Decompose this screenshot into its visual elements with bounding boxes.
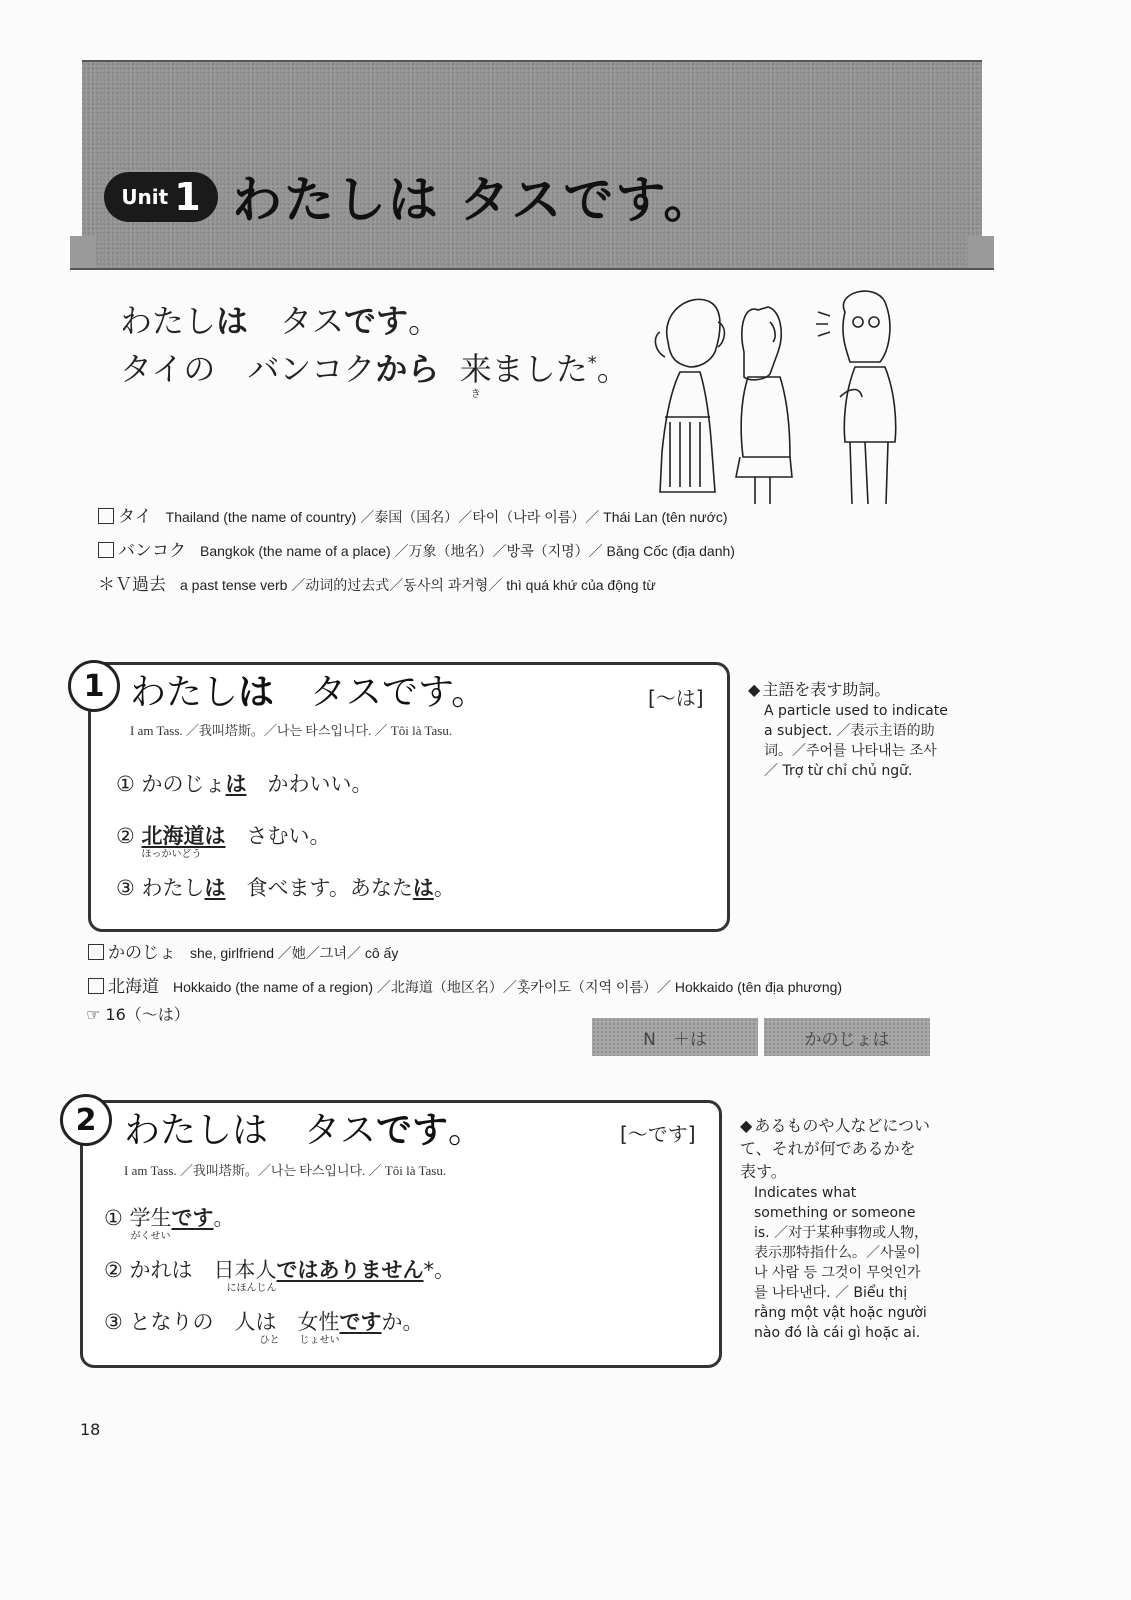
vocab-row-kanojo <box>88 938 398 963</box>
example-1-1 <box>116 768 373 798</box>
example-text: さむい。 <box>225 824 331 848</box>
diamond-bullet-icon: ◆ <box>748 680 761 699</box>
vocab-term: タイ <box>118 507 152 527</box>
intro-punct: 。 <box>408 302 441 340</box>
title-copula: です <box>376 1110 449 1151</box>
title-word: わたしは タス <box>124 1110 377 1151</box>
example-ruby-word <box>129 1202 172 1242</box>
example-text: か。 <box>381 1310 424 1334</box>
example-highlight: は <box>225 772 247 796</box>
vocab-term: バンコク <box>118 541 186 561</box>
vocab-term: ＊Ｖ過去 <box>98 575 166 595</box>
example-text: わたし <box>141 876 205 900</box>
example-text: 。 <box>433 876 455 900</box>
vocab-term: かのじょ <box>108 943 176 963</box>
pattern-cell: N ＋は <box>592 1018 758 1056</box>
side-note-text: Indicates what something or someone is. ／对于某种事物或人物，表示那特指什么。／사물이나 사람 등 그것이 무엇인가를 나타낸다. ／ Biểu thị rằng một vật hoặc người nào đó là cái gì hoặc ai. <box>754 1185 929 1341</box>
grammar-translation-1: I am Tass. ／我叫塔斯。／나는 타스입니다. ／ Tôi là Tasu. <box>130 723 453 738</box>
intro-particle: は <box>216 302 249 340</box>
cross-reference: ☞ 16（〜は） <box>86 1005 190 1024</box>
vocab-gloss: she, girlfriend ／她／그녀／ cô ấy <box>190 945 399 961</box>
checkbox-icon <box>98 508 114 524</box>
intro-punct: 。 <box>596 350 629 388</box>
grammar-number-1: 1 <box>68 660 120 712</box>
intro-kanji: 来 <box>459 350 492 388</box>
three-people-illustration <box>640 282 920 510</box>
example-text: 食べます。あなた <box>225 876 413 900</box>
unit-badge <box>104 172 218 222</box>
example-number: ③ <box>116 876 135 900</box>
side-note-jp: あるものや人などについて、それが何であるかを表す。 <box>740 1116 930 1181</box>
title-particle: は <box>238 672 275 713</box>
example-ruby: ほっかいどう <box>141 849 202 860</box>
intro-word: タイの バンコク <box>120 350 376 388</box>
title-punct: 。 <box>448 1110 485 1151</box>
vocab-gloss: Thailand (the name of country) ／泰国（国名）／타이（나라 이름）／ Thái Lan (tên nước) <box>165 509 728 525</box>
grammar-pattern-2: [〜です] <box>620 1122 696 1146</box>
grammar-title-2 <box>124 1102 484 1153</box>
example-highlight: は <box>204 876 226 900</box>
banner-right-tab <box>968 236 994 270</box>
diamond-bullet-icon: ◆ <box>740 1116 753 1135</box>
example-2-1 <box>104 1202 235 1242</box>
title-word: タスです。 <box>274 672 488 713</box>
example-text: 学生 <box>129 1206 172 1230</box>
side-note-jp: 主語を表す助詞。 <box>762 680 891 699</box>
grammar-side-note-1 <box>748 678 948 781</box>
checkbox-icon <box>98 542 114 558</box>
unit-label: Unit <box>121 185 169 209</box>
example-highlight: は <box>412 876 434 900</box>
grammar-side-note-2 <box>740 1114 930 1343</box>
grammar-number-2: 2 <box>60 1094 112 1146</box>
intro-particle: から <box>375 350 440 388</box>
example-ruby-word <box>129 1306 340 1346</box>
example-highlight: です <box>171 1206 214 1230</box>
vocab-gloss: a past tense verb ／动词的过去式／동사의 과거형／ thì quá khứ của động từ <box>180 577 656 593</box>
checkbox-icon <box>88 944 104 960</box>
example-text: かわいい。 <box>246 772 373 796</box>
example-text: かのじょ <box>141 772 226 796</box>
example-highlight: 北海道は <box>141 824 226 848</box>
example-highlight: です <box>339 1310 382 1334</box>
example-number: ① <box>104 1206 123 1230</box>
noun-pattern-strip <box>592 1018 930 1056</box>
example-highlight: ではありません <box>276 1258 424 1282</box>
title-word: わたし <box>130 672 239 713</box>
example-2-2 <box>104 1254 456 1294</box>
intro-word: ました <box>491 350 588 388</box>
unit-title: わたしは タスです。 <box>232 171 716 229</box>
example-ruby-word <box>141 820 226 860</box>
vocab-row-bangkok <box>98 536 735 561</box>
vocab-gloss: Bangkok (the name of a place) ／万象（地名）／방콕（지명）／ Băng Cốc (địa danh) <box>200 543 735 559</box>
vocab-gloss: Hokkaido (the name of a region) ／北海道（地区名）／홋카이도（지역 이름）／ Hokkaido (tên địa phương) <box>173 979 843 995</box>
example-text: *。 <box>423 1258 456 1282</box>
vocab-term: 北海道 <box>108 977 159 997</box>
vocab-row-past-tense <box>98 570 656 595</box>
example-number: ② <box>116 824 135 848</box>
intro-line-1 <box>120 296 440 342</box>
example-1-2 <box>116 820 331 860</box>
unit-number: 1 <box>174 175 201 219</box>
intro-word: わたし <box>120 302 217 340</box>
example-ruby: ひと じょせい <box>259 1335 340 1346</box>
intro-copula: です <box>344 302 409 340</box>
grammar-title-1 <box>130 664 487 715</box>
example-text: かれは 日本人 <box>129 1258 277 1282</box>
vocab-row-hokkaido <box>88 972 842 997</box>
example-number: ① <box>116 772 135 796</box>
grammar-translation-2: I am Tass. ／我叫塔斯。／나는 타스입니다. ／ Tôi là Tasu. <box>124 1163 447 1178</box>
footnote-mark: * <box>587 352 597 374</box>
example-ruby-word <box>129 1254 277 1294</box>
example-text: 。 <box>213 1206 235 1230</box>
example-2-3 <box>104 1306 424 1346</box>
grammar-pattern-1: [〜は] <box>648 686 704 710</box>
intro-word: タス <box>248 302 345 340</box>
intro-kanji-ruby <box>459 344 492 400</box>
side-note-text: A particle used to indicate a subject. ／表示主语的助词。／주어를 나타내는 조사 ／ Trợ từ chỉ chủ ngữ. <box>764 703 948 779</box>
example-number: ② <box>104 1258 123 1282</box>
example-ruby: がくせい <box>130 1231 171 1242</box>
example-text: となりの 人は 女性 <box>129 1310 340 1334</box>
vocab-row-thai <box>98 502 728 527</box>
example-number: ③ <box>104 1310 123 1334</box>
checkbox-icon <box>88 978 104 994</box>
pattern-cell: かのじょは <box>764 1018 930 1056</box>
intro-line-2 <box>120 344 629 400</box>
example-1-3 <box>116 872 455 902</box>
intro-ruby: き <box>470 389 481 400</box>
page-number: 18 <box>80 1420 101 1439</box>
example-ruby: にほんじん <box>226 1283 277 1294</box>
banner-left-tab <box>70 236 96 270</box>
